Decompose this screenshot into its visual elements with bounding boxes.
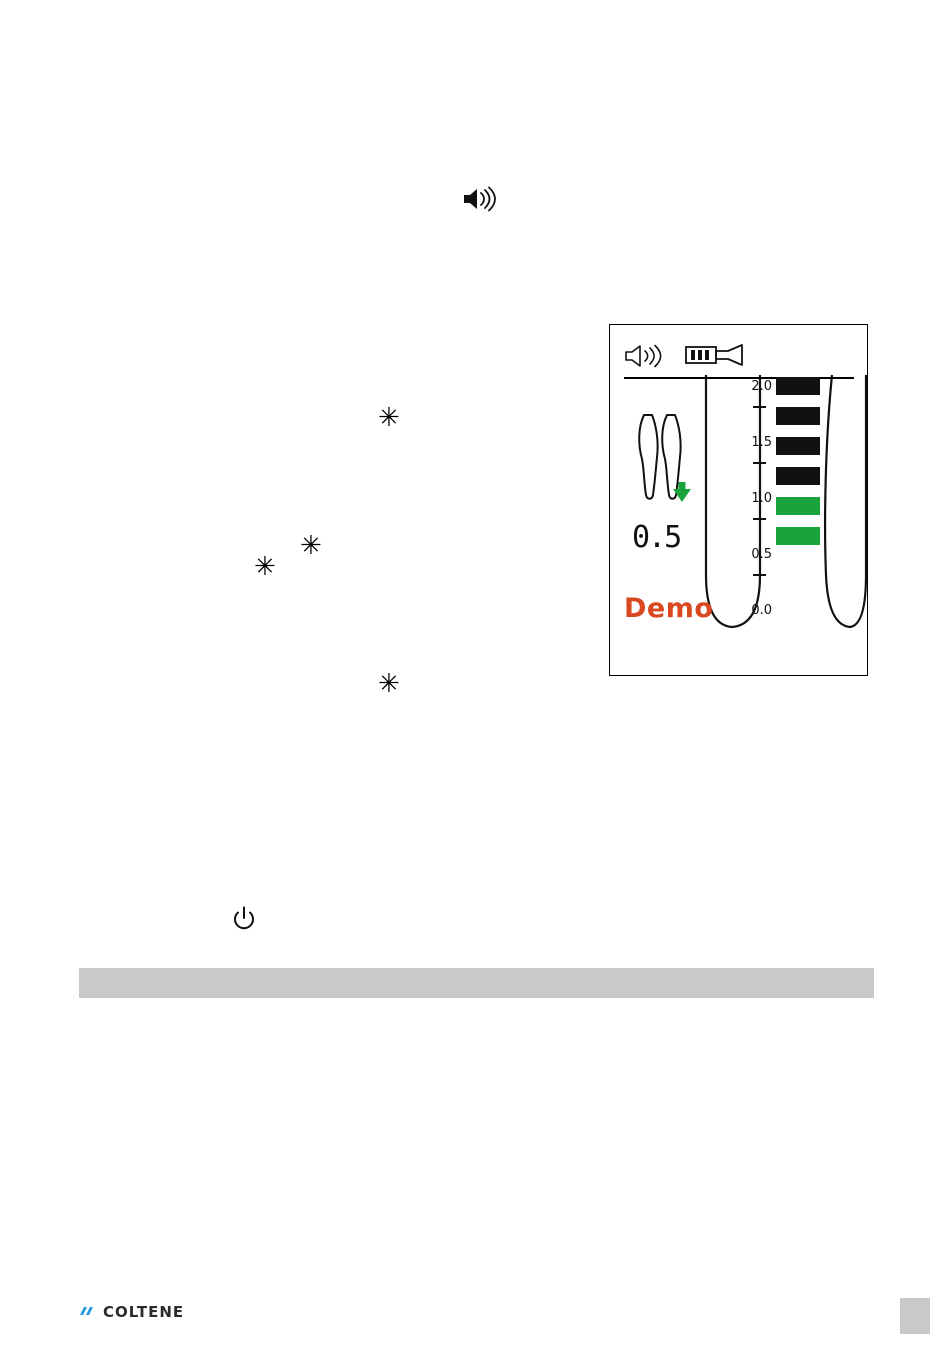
bullet-asterisk: ✳	[254, 552, 276, 582]
scale-tick	[753, 518, 766, 520]
bullet-asterisk: ✳	[378, 669, 400, 699]
coltene-logo-mark	[79, 1305, 97, 1319]
scale-label: 2.0	[751, 379, 772, 394]
scale-label: 0.5	[751, 547, 772, 562]
scale-labels	[722, 379, 772, 629]
green-arrow-icon	[672, 481, 692, 503]
page-edge-tab	[900, 1298, 930, 1334]
scale-tick	[753, 574, 766, 576]
power-icon	[232, 906, 256, 932]
scale-bar	[776, 437, 820, 455]
scale-label: 0.0	[751, 603, 772, 618]
demo-label: Demo	[624, 593, 714, 624]
scale-bar	[776, 407, 820, 425]
speaker-icon	[460, 186, 500, 212]
scale-bar	[776, 467, 820, 485]
scale-label: 1.5	[751, 435, 772, 450]
coltene-logo	[79, 1303, 184, 1321]
measurement-readout: 0.5	[632, 520, 681, 555]
scale-bar-active	[776, 497, 820, 515]
scale-tick	[753, 406, 766, 408]
apex-locator-display-figure	[609, 324, 868, 676]
scale-bar-active	[776, 527, 820, 545]
speaker-icon	[624, 343, 666, 369]
scale-label: 1.0	[751, 491, 772, 506]
section-divider-band	[79, 968, 874, 998]
bullet-asterisk: ✳	[300, 531, 322, 561]
bullet-asterisk: ✳	[378, 403, 400, 433]
scale-bar	[776, 377, 820, 395]
handpiece-icon	[684, 343, 746, 367]
coltene-logo-text: COLTENE	[103, 1303, 185, 1321]
scale-tick	[753, 462, 766, 464]
